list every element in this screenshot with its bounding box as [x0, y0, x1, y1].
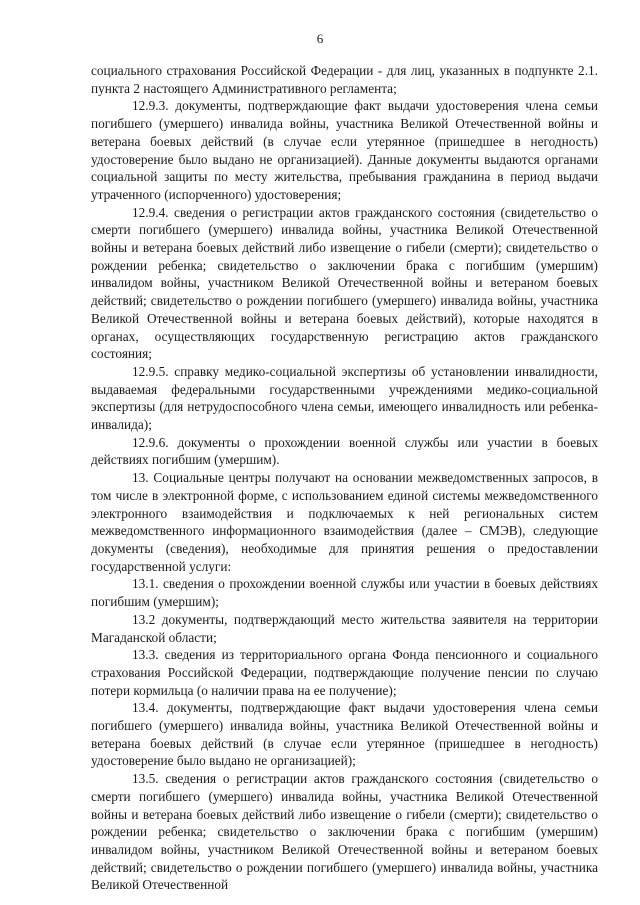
paragraph-13-5: 13.5. сведения о регистрации актов гражданского состояния (свидетельство о смерти погибшего (умершего) инвалида войны, участника Великой Отечественной войны и ветерана боевых действий либо извещение о гибели (смерти); свидетельство о рождении ребенка; свидетельство о заключении брака с погибшим (умершим) инвалидом войны, участником Великой Отечественной войны и ветераном боевых действий; свидетельство о рождении погибшего (умершего) инвалида войны, участника Великой Отечественной: [91, 771, 598, 893]
paragraph-12-9-5: 12.9.5. справку медико-социальной экспертизы об установлении инвалидности, выдаваемая федеральными государственными учреждениями медико-социальной экспертизы (для нетрудоспособного члена семьи, имеющего инвалидность или ребенка-инвалида);: [91, 363, 598, 433]
paragraph-13-1: 13.1. сведения о прохождении военной службы или участии в боевых действиях погибшим (умершим);: [91, 576, 598, 610]
paragraph-13-3: 13.3. сведения из территориального органа Фонда пенсионного и социального страхования Российской Федерации, подтверждающие получение пенсии по случаю потери кормильца (о наличии права на ее получение);: [91, 647, 598, 698]
paragraph-13-4: 13.4. документы, подтверждающие факт выдачи удостоверения члена семьи погибшего (умершего) инвалида войны, участника Великой Отечественной войны и ветерана боевых действий (в случае если утерянное (пришедшее в негодность) удостоверение было выдано не организацией);: [91, 700, 598, 769]
page-number: 6: [316, 31, 324, 46]
document-body: [91, 62, 598, 894]
paragraph-13: 13. Социальные центры получают на основании межведомственных запросов, в том числе в электронной форме, с использованием единой системы межведомственного электронного взаимодействия и подключаемых к ней региональных систем межведомственного информационного взаимодействия (далее – СМЭВ), следующие документы (сведения), необходимые для принятия решения о предоставлении государственной услуги:: [91, 470, 598, 574]
paragraph-12-9-4: 12.9.4. сведения о регистрации актов гражданского состояния (свидетельство о смерти погибшего (умершего) инвалида войны, участника Великой Отечественной войны и ветерана боевых действий либо извещение о гибели (смерти); свидетельство о рождении ребенка; свидетельство о заключении брака с погибшим (умершим) инвалидом войны, участником Великой Отечественной войны и ветераном боевых действий; свидетельство о рождении погибшего (умершего) инвалида войны, участника Великой Отечественной войны и ветерана боевых действий), которые находятся в органах, осуществляющих государственную регистрацию актов гражданского состояния;: [91, 204, 598, 362]
paragraph-12-9-3: 12.9.3. документы, подтверждающие факт выдачи удостоверения члена семьи погибшего (умершего) инвалида войны, участника Великой Отечественной войны и ветерана боевых действий (в случае если утерянное (пришедшее в негодность) удостоверение было выдано не организацией). Данные документы выдаются органами социальной защиты по месту жительства, пребывания гражданина в период выдачи утраченного (испорченного) удостоверения;: [91, 98, 598, 202]
paragraph-12-9-6: 12.9.6. документы о прохождении военной службы или участии в боевых действиях погибшим (умершим).: [91, 434, 598, 468]
paragraph-continuation: социального страхования Российской Федерации - для лиц, указанных в подпункте 2.1. пункта 2 настоящего Административного регламента;: [91, 63, 598, 96]
paragraph-13-2: 13.2 документы, подтверждающий место жительства заявителя на территории Магаданской области;: [91, 611, 598, 645]
